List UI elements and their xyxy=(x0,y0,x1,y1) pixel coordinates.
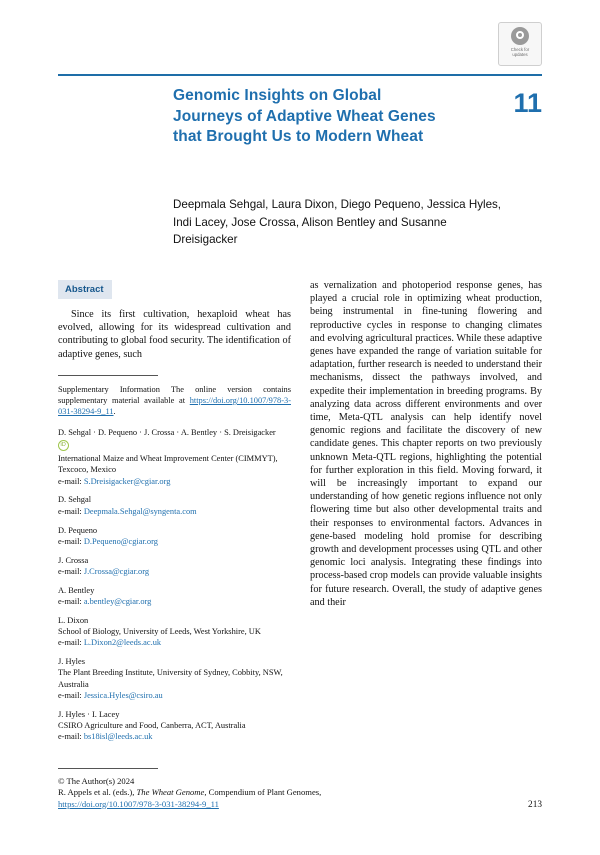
citation-pre: R. Appels et al. (eds.), xyxy=(58,787,137,797)
affiliation-names: A. Bentley xyxy=(58,585,95,595)
header-rule xyxy=(58,74,542,76)
page-number: 213 xyxy=(528,800,542,810)
affiliation-email-line xyxy=(58,637,291,648)
supplementary-text: The online version contains supplementary material available at xyxy=(58,384,291,406)
abstract-text: Since its first cultivation, hexaploid wheat has evolved, allowing for its widespread cultivation and contributing to global food security. The identification of adaptive genes, such xyxy=(58,309,291,360)
affiliation-org: The Plant Breeding Institute, University of Sydney, Cobbity, NSW, Australia xyxy=(58,668,283,689)
orcid-icon[interactable] xyxy=(58,440,69,451)
email-link[interactable]: Deepmala.Sehgal@syngenta.com xyxy=(83,506,197,516)
left-column xyxy=(58,279,291,743)
crossmark-line2: updates xyxy=(512,52,528,58)
email-label: e-mail: xyxy=(58,691,82,701)
email-label: e-mail: xyxy=(58,566,82,576)
affiliation-email-line xyxy=(58,476,291,487)
affiliation-names: L. Dixon xyxy=(58,615,89,625)
email-label: e-mail: xyxy=(58,476,82,486)
chapter-number: 11 xyxy=(513,88,542,118)
page-content xyxy=(58,0,542,855)
affiliation-email-line xyxy=(58,506,291,517)
email-link[interactable]: J.Crossa@cgiar.org xyxy=(83,566,150,576)
affiliation-org: School of Biology, University of Leeds, West Yorkshire, UK xyxy=(58,627,261,637)
doi-link[interactable]: https://doi.org/10.1007/978-3-031-38294-9_11 xyxy=(58,798,219,809)
email-label: e-mail: xyxy=(58,596,82,606)
citation-book-title: The Wheat Genome xyxy=(136,787,205,797)
email-label: e-mail: xyxy=(58,506,82,516)
affiliation-email-line xyxy=(58,566,291,577)
citation-post: , Compendium of Plant Genomes, xyxy=(204,787,322,797)
affiliation-names: J. Hyles · I. Lacey xyxy=(58,709,120,719)
affiliation-names: J. Hyles xyxy=(58,657,85,667)
footnote-rule xyxy=(58,375,158,376)
copyright-line: © The Author(s) 2024 xyxy=(58,775,135,786)
email-label: e-mail: xyxy=(58,638,82,648)
right-column xyxy=(310,279,542,609)
affiliation-orcid-line xyxy=(58,439,291,453)
affiliation-names: J. Crossa xyxy=(58,555,89,565)
abstract-label: Abstract xyxy=(58,280,112,299)
affiliation-email-line xyxy=(58,731,291,742)
crossmark-icon xyxy=(511,27,529,45)
affiliation-email-line xyxy=(58,690,291,701)
affiliation-names: D. Pequeno xyxy=(58,525,98,535)
email-link[interactable]: Jessica.Hyles@csiro.au xyxy=(83,691,163,701)
crossmark-line1: Check for xyxy=(510,47,530,52)
affiliation-email-line xyxy=(58,536,291,547)
affiliation-names: D. Sehgal · D. Pequeno · J. Crossa · A. Bentley · S. Dreisigacker xyxy=(58,428,276,438)
email-link[interactable]: L.Dixon2@leeds.ac.uk xyxy=(83,638,162,648)
email-link[interactable]: bs18isl@leeds.ac.uk xyxy=(83,732,153,742)
affiliation-org: CSIRO Agriculture and Food, Canberra, ACT, Australia xyxy=(58,721,246,731)
affiliations xyxy=(58,427,291,742)
affiliation-org: International Maize and Wheat Improvement Center (CIMMYT), Texcoco, Mexico xyxy=(58,454,278,475)
chapter-title: Genomic Insights on Global Journeys of Adaptive Wheat Genes that Brought Us to Modern Wheat xyxy=(173,87,436,145)
crossmark-badge[interactable] xyxy=(498,22,542,66)
email-link[interactable]: S.Dreisigacker@cgiar.org xyxy=(83,476,171,486)
email-label: e-mail: xyxy=(58,732,82,742)
supplementary-note xyxy=(58,384,291,418)
citation-line xyxy=(58,787,542,799)
email-link[interactable]: a.bentley@cgiar.org xyxy=(83,596,152,606)
supplementary-link[interactable]: https://doi.org/10.1007/978-3-031-38294-9_11 xyxy=(58,396,291,417)
author-list: Deepmala Sehgal, Laura Dixon, Diego Pequeno, Jessica Hyles, Indi Lacey, Jose Crossa, Alison Bentley and Susanne Dreisigacker xyxy=(173,198,502,246)
affiliation-email-line xyxy=(58,596,291,607)
footer-rule xyxy=(58,768,158,769)
affiliation-names: D. Sehgal xyxy=(58,495,92,505)
page-footer xyxy=(58,768,542,811)
supplementary-lead: Supplementary Information xyxy=(58,384,160,394)
email-label: e-mail: xyxy=(58,536,82,546)
supplementary-trailing: . xyxy=(113,407,116,417)
email-link[interactable]: D.Pequeno@cgiar.org xyxy=(83,536,158,546)
body-paragraph: as vernalization and photoperiod response genes, has played a crucial role in optimizing wheat production, being instrumental in fine-tuning flowering and reproductive cycles in response to changing climates and evolving agricultural practices. While these adaptive genes have expanded the range of variation suitable for adaptation, further research is needed to understand their mechanisms, dissect the pathways involved, and expedite their implementation in breeding programs. By analyzing data across different environments and over time, Meta-QTL analysis can help identify novel genomic regions and facilitate the discovery of new candidate genes. This chapter reports on two previously unknown Meta-QTL regions, highlighting the potential for further exploration in this field. Moving forward, it will be increasingly important to expand our understanding of how genetic regions influence not only flowering time but also other developmental traits and their responses to environmental factors. Advances in gene-based modeling hold promise for describing growth and development processes using QTL and other genomic loci analysis. Integrating these findings into process-based crop models can provide valuable insights for future research. Overall, the study of adaptive genes and their xyxy=(310,280,542,608)
